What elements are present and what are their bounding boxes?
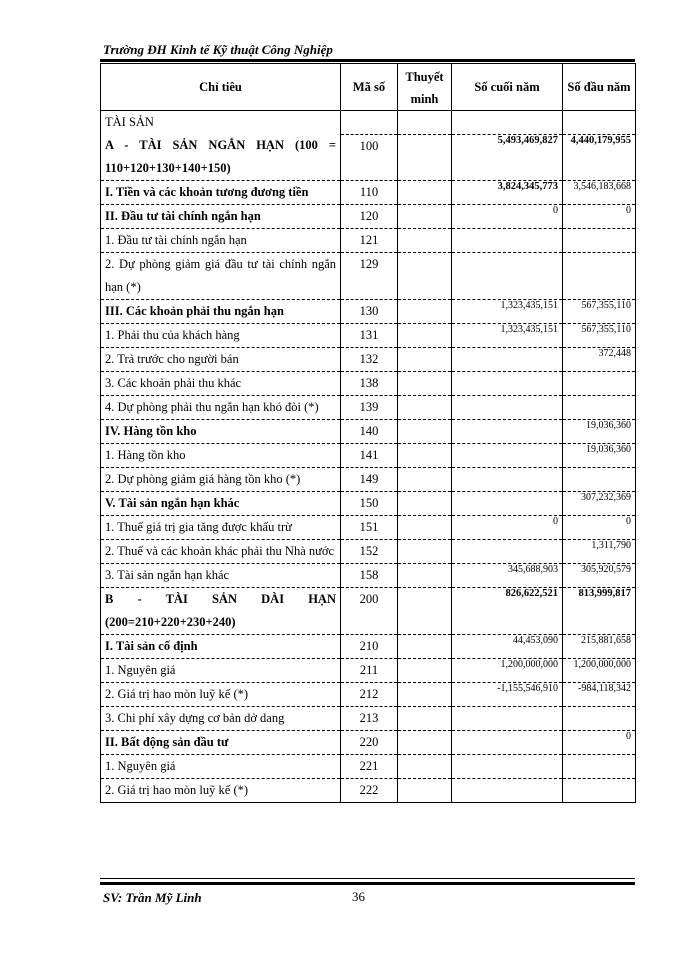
- table-row: [101, 516, 636, 540]
- row-note: [398, 348, 452, 372]
- row-note: [398, 635, 452, 659]
- row-note: [398, 444, 452, 468]
- table-row: [101, 683, 636, 707]
- row-note: [398, 396, 452, 420]
- table-row: [101, 540, 636, 564]
- col-indicator: Chỉ tiêu: [101, 64, 341, 111]
- footer-rule-thin: [100, 878, 635, 879]
- row-begin-value: [563, 253, 636, 300]
- row-note: [398, 492, 452, 516]
- row-label: 2. Dự phòng giảm giá đầu tư tài chính ngắn hạn (*): [101, 253, 341, 300]
- row-note: [398, 659, 452, 683]
- row-label: 2. Giá trị hao mòn luỹ kế (*): [101, 683, 341, 707]
- row-code: 130: [341, 300, 398, 324]
- row-begin-value: [563, 468, 636, 492]
- col-end-of-year: Số cuối năm: [452, 64, 563, 111]
- row-begin-value: 0: [563, 731, 636, 755]
- row-end-value: [452, 444, 563, 468]
- table-row: [101, 755, 636, 779]
- row-begin-value: 19,036,360: [563, 420, 636, 444]
- table-row: [101, 444, 636, 468]
- table-row: [101, 659, 636, 683]
- row-label: A - TÀI SẢN NGẮN HẠN (100 = 110+120+130+140+150): [101, 134, 341, 181]
- row-note: [398, 683, 452, 707]
- row-label: 3. Tài sản ngắn hạn khác: [101, 564, 341, 588]
- row-label: B - TÀI SẢN DÀI HẠN (200=210+220+230+240): [101, 588, 341, 635]
- row-code: 138: [341, 372, 398, 396]
- row-note: [398, 134, 452, 181]
- row-code: 100: [341, 134, 398, 181]
- row-code: 140: [341, 420, 398, 444]
- row-code: 141: [341, 444, 398, 468]
- table-row: [101, 707, 636, 731]
- row-begin-value: 307,232,369: [563, 492, 636, 516]
- row-end-value: [452, 755, 563, 779]
- row-code: 151: [341, 516, 398, 540]
- row-code: 139: [341, 396, 398, 420]
- table-row: [101, 253, 636, 300]
- row-begin-value: 3,546,183,668: [563, 181, 636, 205]
- table-row: [101, 468, 636, 492]
- table-row: [101, 564, 636, 588]
- row-note: [398, 588, 452, 635]
- row-end-value: -1,155,546,910: [452, 683, 563, 707]
- row-end-value: 1,200,000,000: [452, 659, 563, 683]
- row-end-value: 44,453,090: [452, 635, 563, 659]
- row-code: 158: [341, 564, 398, 588]
- table-row: [101, 420, 636, 444]
- row-note: [398, 324, 452, 348]
- row-note: [398, 420, 452, 444]
- col-note: Thuyết minh: [398, 64, 452, 111]
- row-code: 222: [341, 779, 398, 803]
- table-row: [101, 324, 636, 348]
- row-begin-value: 1,200,000,000: [563, 659, 636, 683]
- row-begin-value: 305,920,579: [563, 564, 636, 588]
- table-row: [101, 205, 636, 229]
- row-begin-value: [563, 707, 636, 731]
- row-label: 1. Thuế giá trị gia tăng được khấu trừ: [101, 516, 341, 540]
- row-label: V. Tài sản ngắn hạn khác: [101, 492, 341, 516]
- row-label: 2. Thuế và các khoản khác phải thu Nhà nước: [101, 540, 341, 564]
- row-begin-value: 1,311,790: [563, 540, 636, 564]
- row-code: 212: [341, 683, 398, 707]
- row-note: [398, 540, 452, 564]
- table-row: [101, 348, 636, 372]
- row-end-value: 3,824,345,773: [452, 181, 563, 205]
- row-code: 120: [341, 205, 398, 229]
- row-code: 211: [341, 659, 398, 683]
- section-row: [101, 111, 636, 135]
- row-label: 1. Nguyên giá: [101, 659, 341, 683]
- row-begin-value: 19,036,360: [563, 444, 636, 468]
- row-code: 129: [341, 253, 398, 300]
- row-end-value: 0: [452, 205, 563, 229]
- row-begin-value: [563, 229, 636, 253]
- row-end-value: [452, 468, 563, 492]
- row-note: [398, 300, 452, 324]
- row-label: 2. Dự phòng giảm giá hàng tồn kho (*): [101, 468, 341, 492]
- row-begin-value: [563, 396, 636, 420]
- table-row: [101, 372, 636, 396]
- row-label: 1. Hàng tồn kho: [101, 444, 341, 468]
- row-note: [398, 372, 452, 396]
- row-begin-value: [563, 372, 636, 396]
- row-end-value: [452, 420, 563, 444]
- row-end-value: [452, 396, 563, 420]
- row-label: 3. Các khoản phải thu khác: [101, 372, 341, 396]
- row-label: 3. Chi phí xây dựng cơ bản dở dang: [101, 707, 341, 731]
- row-note: [398, 516, 452, 540]
- row-label: II. Bất động sản đầu tư: [101, 731, 341, 755]
- table-row: [101, 396, 636, 420]
- table-header-row: [101, 64, 636, 111]
- page-number: 36: [352, 889, 365, 904]
- row-note: [398, 707, 452, 731]
- row-note: [398, 181, 452, 205]
- row-code: 132: [341, 348, 398, 372]
- row-label: 2. Trả trước cho người bán: [101, 348, 341, 372]
- row-end-value: [452, 707, 563, 731]
- row-end-value: 345,688,903: [452, 564, 563, 588]
- balance-sheet-table: [100, 63, 636, 803]
- row-code: 131: [341, 324, 398, 348]
- row-note: [398, 564, 452, 588]
- table-row: [101, 134, 636, 181]
- row-code: 110: [341, 181, 398, 205]
- row-end-value: 1,323,435,151: [452, 324, 563, 348]
- row-end-value: [452, 540, 563, 564]
- row-note: [398, 229, 452, 253]
- row-note: [398, 731, 452, 755]
- row-note: [398, 253, 452, 300]
- table-row: [101, 181, 636, 205]
- row-end-value: 5,493,469,827: [452, 134, 563, 181]
- row-code: 149: [341, 468, 398, 492]
- row-code: 200: [341, 588, 398, 635]
- row-end-value: 826,622,521: [452, 588, 563, 635]
- row-begin-value: 0: [563, 516, 636, 540]
- row-begin-value: 813,999,817: [563, 588, 636, 635]
- row-code: 220: [341, 731, 398, 755]
- header-rule: [100, 59, 635, 62]
- table-row: [101, 492, 636, 516]
- row-end-value: [452, 779, 563, 803]
- row-code: 152: [341, 540, 398, 564]
- col-code: Mã số: [341, 64, 398, 111]
- row-end-value: [452, 372, 563, 396]
- table-row: [101, 731, 636, 755]
- row-code: 150: [341, 492, 398, 516]
- row-note: [398, 205, 452, 229]
- row-note: [398, 779, 452, 803]
- row-note: [398, 468, 452, 492]
- row-begin-value: 567,355,110: [563, 324, 636, 348]
- row-end-value: [452, 348, 563, 372]
- table-row: [101, 588, 636, 635]
- row-label: 2. Giá trị hao mòn luỹ kế (*): [101, 779, 341, 803]
- row-end-value: [452, 492, 563, 516]
- row-end-value: [452, 731, 563, 755]
- row-code: 213: [341, 707, 398, 731]
- col-begin-of-year: Số đầu năm: [563, 64, 636, 111]
- table-row: [101, 229, 636, 253]
- footer-student-name: SV: Trần Mỹ Linh: [103, 890, 202, 905]
- row-begin-value: 4,440,179,955: [563, 134, 636, 181]
- row-label: I. Tài sản cố định: [101, 635, 341, 659]
- row-end-value: [452, 229, 563, 253]
- row-code: 210: [341, 635, 398, 659]
- row-begin-value: 567,355,110: [563, 300, 636, 324]
- row-begin-value: -984,118,342: [563, 683, 636, 707]
- row-begin-value: 0: [563, 205, 636, 229]
- header-school-name: Trường ĐH Kinh tế Kỹ thuật Công Nghiệp: [103, 42, 333, 57]
- section-title: TÀI SẢN: [101, 111, 341, 135]
- table-row: [101, 779, 636, 803]
- row-label: II. Đầu tư tài chính ngắn hạn: [101, 205, 341, 229]
- table-row: [101, 635, 636, 659]
- row-end-value: 0: [452, 516, 563, 540]
- row-label: 4. Dự phòng phải thu ngắn hạn khó đòi (*): [101, 396, 341, 420]
- row-code: 121: [341, 229, 398, 253]
- row-begin-value: [563, 755, 636, 779]
- row-begin-value: [563, 779, 636, 803]
- row-label: 1. Nguyên giá: [101, 755, 341, 779]
- row-begin-value: 215,881,658: [563, 635, 636, 659]
- table-row: [101, 300, 636, 324]
- row-note: [398, 755, 452, 779]
- footer-rule: [100, 882, 635, 885]
- row-label: III. Các khoản phải thu ngắn hạn: [101, 300, 341, 324]
- row-label: I. Tiền và các khoản tương đương tiền: [101, 181, 341, 205]
- row-end-value: [452, 253, 563, 300]
- row-begin-value: 372,448: [563, 348, 636, 372]
- row-label: IV. Hàng tồn kho: [101, 420, 341, 444]
- row-label: 1. Đầu tư tài chính ngắn hạn: [101, 229, 341, 253]
- row-code: 221: [341, 755, 398, 779]
- row-label: 1. Phải thu của khách hàng: [101, 324, 341, 348]
- row-end-value: 1,323,435,151: [452, 300, 563, 324]
